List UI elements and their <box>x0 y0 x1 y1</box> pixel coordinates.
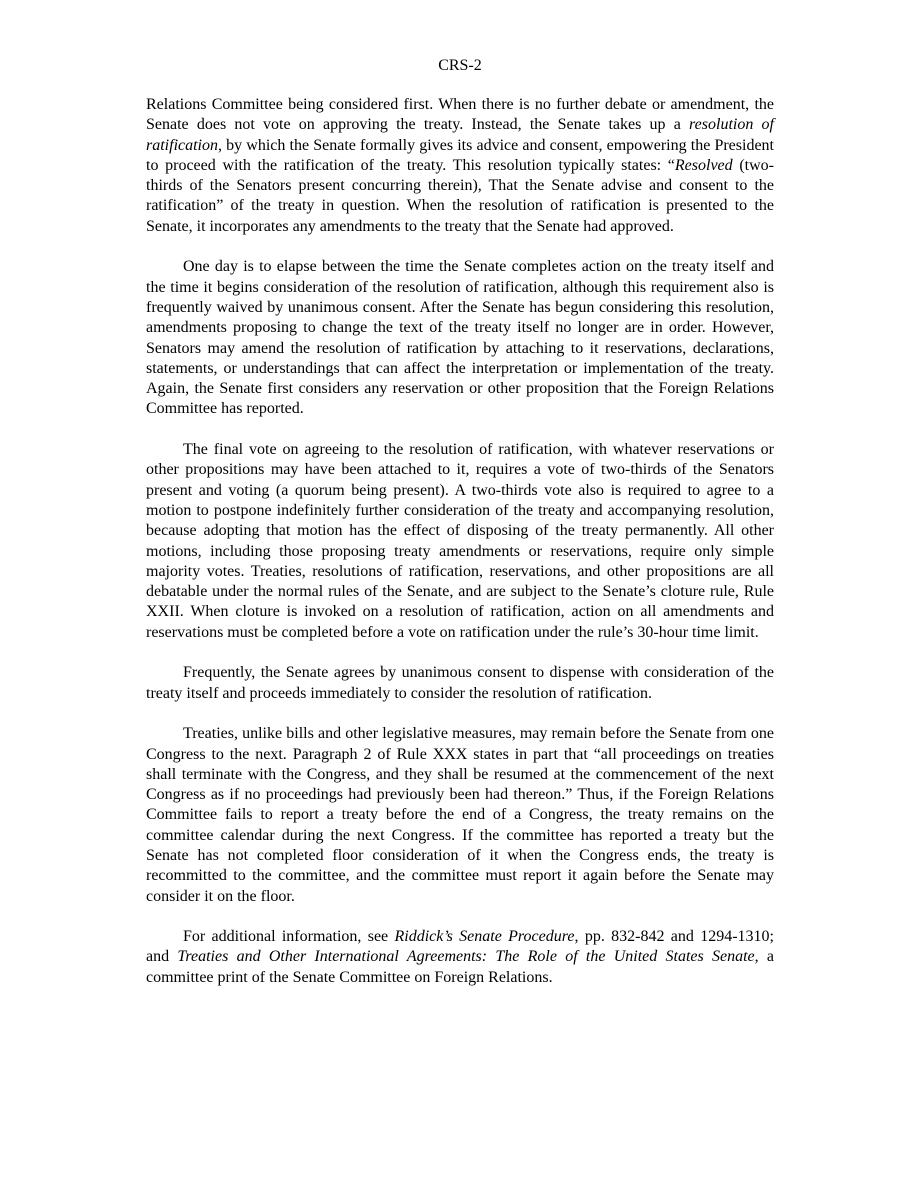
italic-citation: Treaties and Other International Agreements: The Role of the United States Senate <box>177 948 755 966</box>
paragraph-5 <box>146 724 774 907</box>
text-run: , pp. 832-842 and 1294-1310; and <box>146 928 775 966</box>
italic-term: resolution of ratification, <box>146 116 774 154</box>
italic-term: Resolved <box>674 156 733 174</box>
page-header: CRS-2 <box>438 57 482 74</box>
paragraph-2 <box>146 257 774 419</box>
text-run: Relations Committee being considered first. When there is no further debate or amendment, the Senate does not vote on approving the treaty. Instead, the Senate takes up a <box>146 96 774 134</box>
text-run: by which the Senate formally gives its advice and consent, empowering the President to proceed with the ratification of the treaty. This resolution typically states: “ <box>146 136 774 174</box>
text-run: One day is to elapse between the time the Senate completes action on the treaty itself and the time it begins consideration of the resolution of ratification, although this requirement also is frequently waived by unanimous consent. After the Senate has begun considering this resolution, amendments proposing to change the text of the treaty itself no longer are in order. However, Senators may amend the resolution of ratification by attaching to it reservations, declarations, statements, or understandings that can affect the interpretation or implementation of the treaty. Again, the Senate first considers any reservation or other proposition that the Foreign Relations Committee has reported. <box>146 258 774 418</box>
text-run: Frequently, the Senate agrees by unanimous consent to dispense with consideration of the treaty itself and proceeds immediately to consider the resolution of ratification. <box>146 664 774 702</box>
text-run: Treaties, unlike bills and other legislative measures, may remain before the Senate from one Congress to the next. Paragraph 2 of Rule XXX states in part that “all proceedings on treaties shall terminate with the Congress, and they shall be resumed at the commencement of the next Congress as if no proceedings had previously been had thereon.” Thus, if the Foreign Relations Committee fails to report a treaty before the end of a Congress, the treaty remains on the committee calendar during the next Congress. If the committee has reported a treaty but the Senate has not completed floor consideration of it when the Congress ends, the treaty is recommitted to the committee, and the committee must report it again before the Senate may consider it on the floor. <box>146 725 774 905</box>
paragraph-6 <box>146 927 774 988</box>
document-body <box>146 95 774 1008</box>
text-run: (two-thirds of the Senators present concurring therein), That the Senate advise and consent to the ratification” of the treaty in question. When the resolution of ratification is presented to the Senate, it incorporates any amendments to the treaty that the Senate had approved. <box>146 156 774 235</box>
paragraph-3 <box>146 440 774 643</box>
text-run: , a committee print of the Senate Committee on Foreign Relations. <box>146 948 774 986</box>
paragraph-1 <box>146 95 774 237</box>
paragraph-4 <box>146 663 774 704</box>
text-run: The final vote on agreeing to the resolution of ratification, with whatever reservations or other propositions may have been attached to it, requires a vote of two-thirds of the Senators present and voting (a quorum being present). A two-thirds vote also is required to agree to a motion to postpone indefinitely further consideration of the treaty and accompanying resolution, because adopting that motion has the effect of disposing of the treaty permanently. All other motions, including those proposing treaty amendments or reservations, require only simple majority votes. Treaties, resolutions of ratification, reservations, and other propositions are all debatable under the normal rules of the Senate, and are subject to the Senate’s cloture rule, Rule XXII. When cloture is invoked on a resolution of ratification, action on all amendments and reservations must be completed before a vote on ratification under the rule’s 30-hour time limit. <box>146 441 774 641</box>
italic-citation: Riddick’s Senate Procedure <box>394 928 575 946</box>
text-run: For additional information, see <box>183 928 395 946</box>
